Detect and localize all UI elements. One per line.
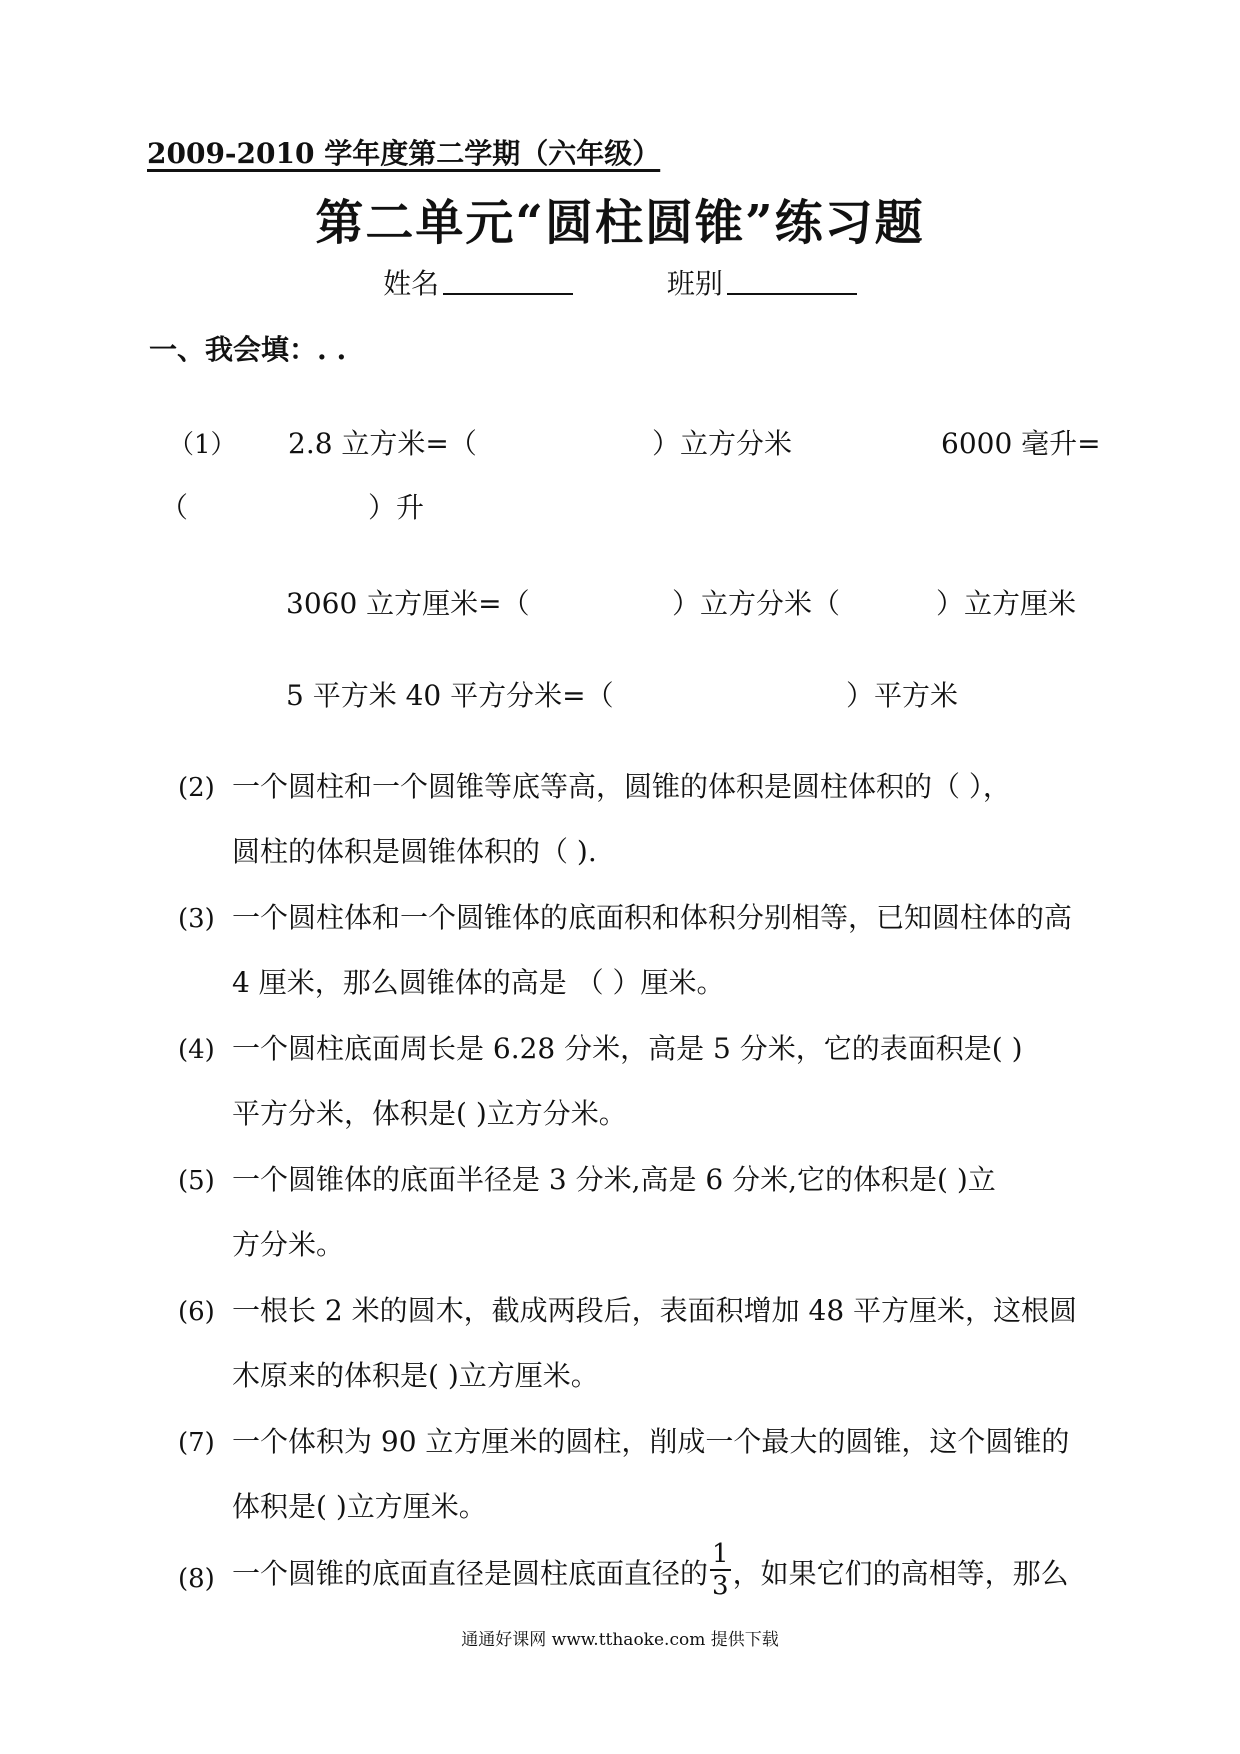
question-number: (4) — [178, 1035, 215, 1065]
class-field[interactable] — [667, 262, 857, 302]
q5-line2: 方分米。 — [232, 1228, 345, 1261]
q1-line1-part-c: 6000 毫升= — [941, 427, 1101, 460]
q1-line3-part-b: ）立方分米（ — [672, 587, 841, 620]
page-title: 第二单元“圆柱圆锥”练习题 — [315, 195, 925, 251]
q4-line2: 平方分米，体积是( )立方分米。 — [232, 1097, 627, 1130]
q1-line3-part-a: 3060 立方厘米=（ — [286, 587, 530, 620]
class-label: 班别 — [666, 267, 723, 300]
student-info-row — [0, 262, 1240, 302]
q1-line2-part-a: （ — [160, 491, 189, 524]
name-field[interactable] — [383, 262, 573, 302]
section-title-fill-in: 一、我会填：. . — [149, 333, 347, 366]
footer-credit: 通通好课网 www.tthaoke.com 提供下载 — [461, 1630, 779, 1650]
one-third-fraction — [710, 1541, 731, 1599]
question-number: (6) — [178, 1297, 215, 1327]
q6-line2: 木原来的体积是( )立方厘米。 — [232, 1359, 599, 1392]
fraction-numerator: 1 — [712, 1539, 729, 1569]
question-number: (7) — [178, 1428, 215, 1458]
q1-line4-part-b: ）平方米 — [846, 679, 959, 712]
q1-line3-part-c: ）立方厘米 — [936, 587, 1077, 620]
q7-line1: 一个体积为 90 立方厘米的圆柱，削成一个最大的圆锥，这个圆锥的 — [232, 1425, 1070, 1458]
question-number: (5) — [178, 1166, 215, 1196]
q8-line1 — [232, 1539, 1069, 1606]
term-header: 2009-2010 学年度第二学期（六年级） — [147, 137, 661, 170]
question-number: (8) — [178, 1564, 215, 1594]
question-number: （1） — [168, 430, 237, 460]
class-blank[interactable] — [727, 293, 857, 295]
fraction-denominator: 3 — [712, 1571, 729, 1601]
question-number: (2) — [178, 773, 215, 803]
q8-text-before-fraction: 一个圆锥的底面直径是圆柱底面直径的 — [232, 1557, 709, 1590]
q1-line4-part-a: 5 平方米 40 平方分米=（ — [286, 679, 614, 712]
q2-line1: 一个圆柱和一个圆锥等底等高，圆锥的体积是圆柱体积的（ ）， — [232, 770, 1011, 803]
q2-line2: 圆柱的体积是圆锥体积的（ ). — [232, 835, 597, 868]
q6-line1: 一根长 2 米的圆木，截成两段后，表面积增加 48 平方厘米，这根圆 — [232, 1294, 1078, 1327]
name-blank[interactable] — [443, 293, 573, 295]
q3-line2: 4 厘米，那么圆锥体的高是 （ ）厘米。 — [232, 966, 725, 999]
q1-line1-part-a: 2.8 立方米=（ — [288, 427, 477, 460]
q1-line2-part-b: ）升 — [368, 491, 425, 524]
q5-line1: 一个圆锥体的底面半径是 3 分米,高是 6 分米,它的体积是( )立 — [232, 1163, 996, 1196]
q1-line1-part-b: ）立方分米 — [652, 427, 793, 460]
q7-line2: 体积是( )立方厘米。 — [232, 1490, 487, 1523]
q4-line1: 一个圆柱底面周长是 6.28 分米，高是 5 分米，它的表面积是( ) — [232, 1032, 1023, 1065]
question-number: (3) — [178, 904, 215, 934]
name-label: 姓名 — [383, 267, 440, 300]
q8-text-after-fraction: ，如果它们的高相等，那么 — [732, 1557, 1069, 1590]
q3-line1: 一个圆柱体和一个圆锥体的底面积和体积分别相等，已知圆柱体的高 — [232, 901, 1073, 934]
